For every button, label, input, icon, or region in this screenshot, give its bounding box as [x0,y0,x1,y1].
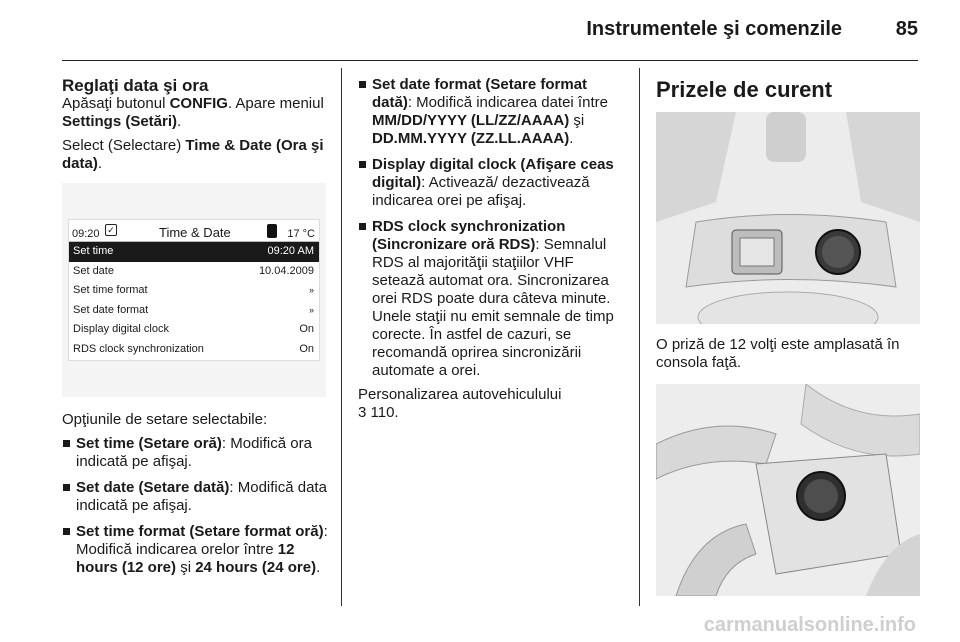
option-text: : Activează/ dezactivează indicarea orei pe afişaj. [372,174,590,209]
display-top-bar [69,220,319,242]
menu-row-label: Set date [73,264,114,277]
list-item [62,479,330,515]
paragraph [62,137,330,173]
column-middle [358,76,628,428]
text: . [97,155,103,172]
text: . [177,113,182,130]
menu-row-label: Set time [73,245,114,257]
menu-row-label: Display digital clock [73,323,169,335]
list-item [62,523,330,577]
option-text: : Modifică ora indicată pe afişaj. [76,435,312,470]
chevron-right-icon: » [308,285,314,295]
text: Apăsaţi butonul [62,95,170,112]
options-intro: Opţiunile de setare selectabile: [62,411,268,428]
chapter-title: Instrumentele şi comenzile [586,18,842,40]
text: . Apare meniul [227,95,324,112]
option-term: Set time (Setare oră) [76,435,222,452]
display-clock: 09:20 [72,228,100,240]
menu-row [69,340,319,360]
option-term: Set date format (Setare format dată) [372,76,588,111]
menu-row-label: Set time format [73,284,148,296]
console-socket-photo [656,112,920,324]
page-reference-link[interactable]: 3 110. [358,404,399,421]
menu-row-value: On [299,342,314,355]
cross-reference-text: Personalizarea autovehiculului [358,386,562,403]
watermark: carmanualsonline.info [703,614,916,636]
console-socket-illustration [656,112,920,324]
option-term: Set time format (Setare format oră) [76,523,324,540]
menu-row [69,281,319,301]
option-term: Display digital clock (Afişare ceas digital) [372,156,614,191]
section-heading: Prizele de curent [656,77,833,102]
section-heading: Reglaţi data şi ora [62,76,209,95]
time-date-term: Time & Date (Ora şi data) [62,137,324,172]
page-header [0,0,960,62]
menu-row-value: 09:20 AM [267,245,314,257]
list-item [358,76,628,148]
option-term: Set date (Setare dată) [76,479,230,496]
display-title: Time & Date [159,225,231,240]
phone-icon [267,224,277,238]
settings-term: Settings (Setări) [62,113,178,130]
option-term: 12 hours (12 ore) [76,541,295,576]
info-display [68,219,320,361]
column-divider [341,68,342,606]
menu-row-value: 10.04.2009 [258,264,314,277]
option-term: DD.MM.YYYY (ZZ.LL.AAAA) [372,130,570,147]
page-number: 85 [895,18,918,40]
option-text: şi [176,559,196,576]
option-text: şi [569,112,585,129]
list-item [358,156,628,210]
figure-caption: O priză de 12 volţi este amplasată în consola faţă. [656,336,900,371]
option-text: : Modifică indicarea orelor între [76,523,328,558]
menu-row [69,262,319,282]
options-list [358,76,628,380]
list-item [358,218,628,380]
options-list [62,435,330,577]
menu-row-value: On [299,323,314,335]
option-text: : Semnalul RDS al majorităţii staţiilor VHF setează automat ora. Sincronizarea orei RDS poate dura câteva minute. Unele staţii nu emit semnale de timp corecte. În astfel de cazuri, se recomandă oprirea sincronizării automate a orei. [372,236,614,379]
display-temperature: 17 °C [287,228,315,240]
column-right [656,76,920,596]
header-rule [62,60,918,61]
clock-icon: ✓ [105,224,117,236]
display-figure [62,183,326,397]
paragraph [62,95,330,131]
column-divider [639,68,640,606]
option-term: MM/DD/YYYY (LL/ZZ/AAAA) [372,112,570,129]
option-text: : Modifică indicarea datei între [407,94,608,111]
chevron-right-icon: » [308,304,314,315]
menu-row [69,242,319,262]
socket-closeup-illustration [656,384,920,596]
option-text: . [316,559,321,576]
text: Select (Selectare) [62,137,186,154]
column-left [62,76,330,585]
list-item [62,435,330,471]
console-socket-closeup-photo [656,384,920,596]
menu-row [69,320,319,340]
option-text: . [569,130,574,147]
option-term: 24 hours (24 ore) [195,559,317,576]
menu-row-label: Set date format [73,303,149,316]
option-term: RDS clock synchronization (Sincronizare oră RDS) [372,218,566,253]
menu-row-label: RDS clock synchronization [73,342,204,355]
menu-row [69,301,319,321]
config-term: CONFIG [169,95,228,112]
option-text: : Modifică data indicată pe afişaj. [76,479,327,514]
